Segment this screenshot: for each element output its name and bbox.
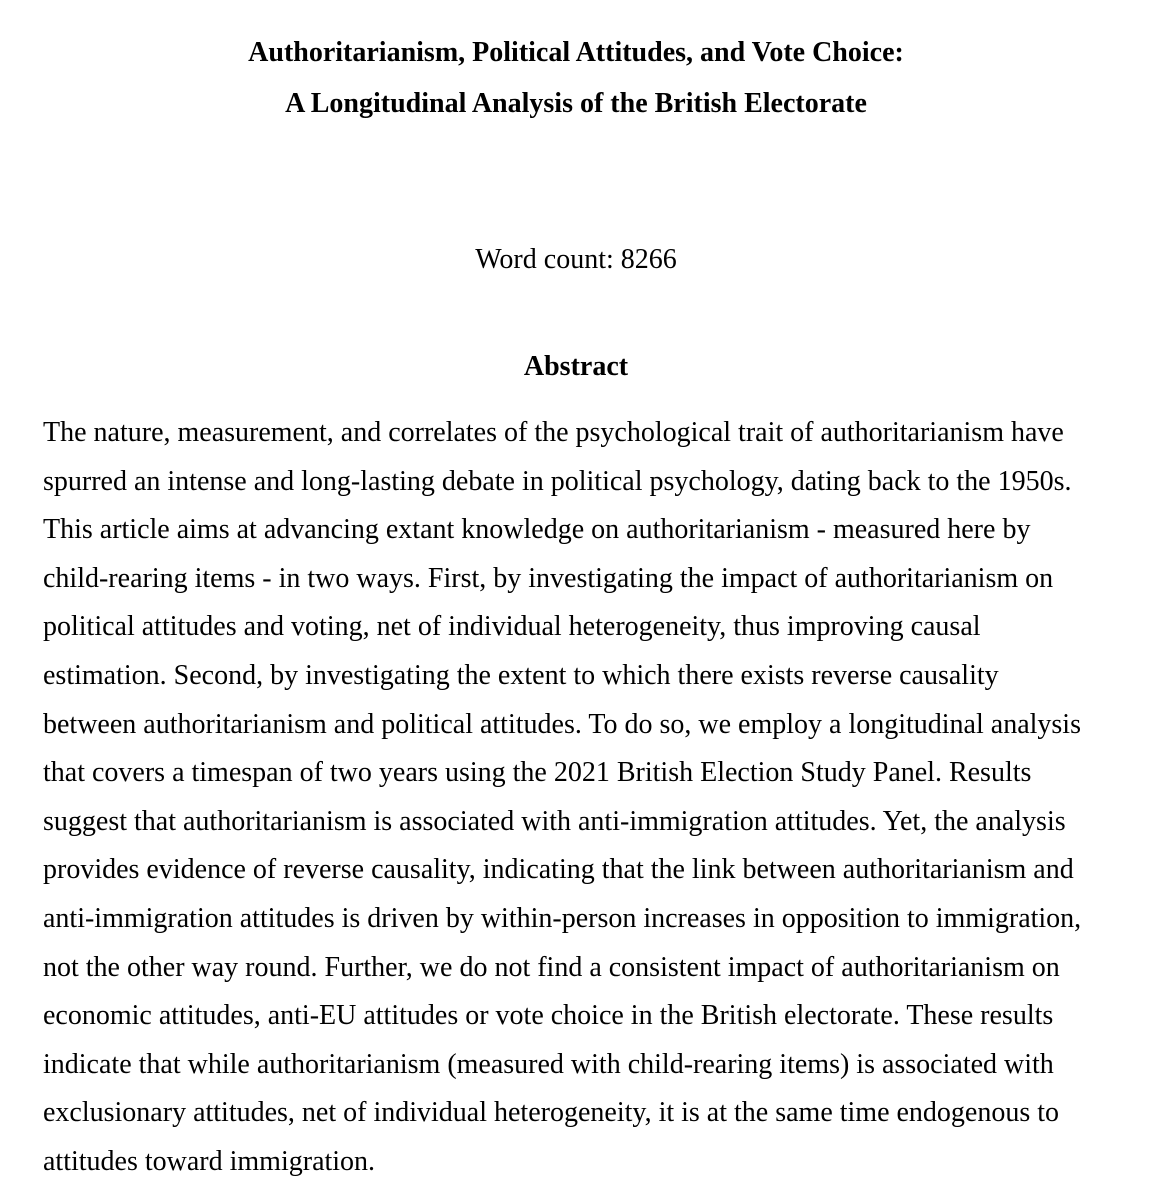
abstract-line: economic attitudes, anti-EU attitudes or vote choice in the British electorate. These results <box>43 1000 1054 1032</box>
abstract-line: anti-immigration attitudes is driven by within-person increases in opposition to immigration, <box>43 902 1082 934</box>
abstract-line: provides evidence of reverse causality, indicating that the link between authoritarianism and <box>43 854 1074 886</box>
abstract-line: between authoritarianism and political attitudes. To do so, we employ a longitudinal analysis <box>43 708 1081 740</box>
word-count: Word count: 8266 <box>475 244 677 275</box>
abstract-line: political attitudes and voting, net of individual heterogeneity, thus improving causal <box>43 611 981 643</box>
paper-title <box>43 27 1109 129</box>
abstract-line: not the other way round. Further, we do not find a consistent impact of authoritarianism on <box>43 951 1060 983</box>
abstract-line: child-rearing items - in two ways. First, by investigating the impact of authoritarianism on <box>43 562 1054 594</box>
abstract-line: that covers a timespan of two years using the 2021 British Election Study Panel. Results <box>43 757 1032 789</box>
abstract-line: The nature, measurement, and correlates of the psychological trait of authoritarianism have <box>43 417 1064 448</box>
abstract-line: This article aims at advancing extant knowledge on authoritarianism - measured here by <box>43 514 1031 546</box>
abstract-body <box>43 409 1109 1187</box>
abstract-line: suggest that authoritarianism is associated with anti-immigration attitudes. Yet, the analysis <box>43 805 1066 837</box>
abstract-line: estimation. Second, by investigating the extent to which there exists reverse causality <box>43 659 999 691</box>
paper-title-line-1: Authoritarianism, Political Attitudes, and Vote Choice: <box>248 37 904 68</box>
abstract-line: exclusionary attitudes, net of individual heterogeneity, it is at the same time endogenous to <box>43 1097 1060 1129</box>
paper-title-line-2: A Longitudinal Analysis of the British Electorate <box>285 88 867 119</box>
abstract-line: spurred an intense and long-lasting debate in political psychology, dating back to the 1950s. <box>43 465 1072 497</box>
abstract-line: attitudes toward immigration. <box>43 1145 376 1177</box>
abstract-line: indicate that while authoritarianism (measured with child-rearing items) is associated with <box>43 1048 1054 1080</box>
abstract-heading: Abstract <box>523 351 629 382</box>
